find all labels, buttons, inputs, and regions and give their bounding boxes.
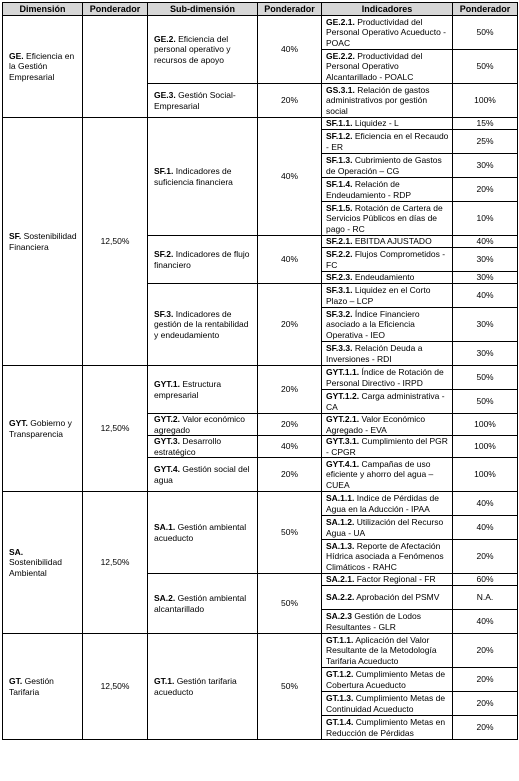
- subdimension-cell: [148, 458, 258, 492]
- indicator-code: SF.1.5.: [326, 202, 353, 213]
- indicator-name: Índice de Rotación de Personal Directivo - IRPD: [326, 367, 444, 388]
- dimension-code: SF.: [9, 231, 22, 241]
- subdimension-code: SF.2.: [154, 249, 174, 259]
- dimension-name: Sostenibilidad Financiera: [9, 231, 77, 252]
- dimension-weight: 12,50%: [83, 634, 148, 740]
- subdimension-name: Indicadores de gestión de la rentabilidad y endeudamiento: [154, 308, 249, 340]
- subdimension-name: Desarrollo estratégico: [154, 436, 222, 457]
- indicator-weight: 15%: [453, 118, 518, 130]
- dimension-cell: [3, 366, 83, 492]
- indicator-weight: 30%: [453, 342, 518, 366]
- indicator-code: SA.2.2.: [326, 592, 355, 603]
- indicator-code: SF.3.3.: [326, 343, 353, 353]
- indicator-name: Aprobación del PSMV: [356, 592, 440, 603]
- indicator-weight: 100%: [453, 84, 518, 118]
- indicator-name: Flujos Comprometidos - FC: [326, 249, 446, 270]
- indicator-code: GS.3.1.: [326, 84, 355, 95]
- subdimension-cell: [148, 574, 258, 634]
- subdimension-weight: 40%: [258, 236, 322, 284]
- indicator-code: GT.1.1.: [326, 634, 354, 645]
- indicator-name: Relación de Endeudamiento - RDP: [326, 179, 412, 200]
- indicator-cell: [322, 154, 453, 178]
- indicator-name: Relación Deuda a Inversiones - RDI: [326, 343, 423, 364]
- indicator-name: Productividad del Personal Operativo Alcantarillado - POALC: [326, 50, 423, 82]
- indicator-cell: [322, 668, 453, 692]
- indicator-cell: [322, 50, 453, 84]
- indicator-weight: 40%: [453, 236, 518, 248]
- indicator-name: Campañas de uso eficiente y ahorro del agua – CUEA: [326, 458, 434, 490]
- indicator-code: SF.3.1.: [326, 285, 353, 295]
- indicator-name: Utilización del Recurso Agua - UA: [326, 517, 444, 538]
- indicator-cell: [322, 16, 453, 50]
- indicator-weight: 20%: [453, 716, 518, 740]
- indicator-code: GT.1.3.: [326, 693, 354, 703]
- indicator-name: Indice de Pérdidas de Agua en la Aducción - IPAA: [326, 493, 439, 514]
- indicator-name: Reporte de Afectación Hídrica asociada a Fenómenos Climáticos - RAHC: [326, 540, 444, 572]
- subdimension-cell: [148, 492, 258, 574]
- header-dimension-weight: Ponderador: [83, 3, 148, 16]
- subdimension-weight: 20%: [258, 284, 322, 366]
- subdimension-cell: [148, 16, 258, 84]
- indicator-cell: [322, 308, 453, 342]
- table-row: [3, 366, 518, 390]
- indicator-code: GE.2.2.: [326, 50, 355, 61]
- dimension-weight: [83, 16, 148, 118]
- dimension-name: Gestión Tarifaria: [9, 676, 54, 697]
- indicator-cell: [322, 414, 453, 436]
- indicator-name: Cumplimiento Metas en Reducción de Pérdidas: [326, 717, 446, 738]
- indicator-cell: [322, 130, 453, 154]
- indicator-weight: 100%: [453, 458, 518, 492]
- indicator-name: Cumplimiento Metas de Cobertura Acueducto: [326, 669, 446, 690]
- subdimension-cell: [148, 436, 258, 458]
- subdimension-name: Gestión social del agua: [154, 464, 250, 485]
- indicator-weight: 40%: [453, 492, 518, 516]
- indicator-weight: 60%: [453, 574, 518, 586]
- indicator-name: Cubrimiento de Gastos de Operación – CG: [326, 155, 442, 176]
- indicator-code: SA.2.3: [326, 611, 352, 621]
- subdimension-weight: 40%: [258, 436, 322, 458]
- indicator-cell: [322, 84, 453, 118]
- subdimension-cell: [148, 414, 258, 436]
- subdimension-name: Estructura empresarial: [154, 379, 222, 400]
- indicator-name: Endeudamiento: [354, 272, 415, 283]
- indicator-code: SA.1.2.: [326, 517, 355, 527]
- indicator-code: SA.1.3.: [326, 540, 355, 551]
- subdimension-cell: [148, 236, 258, 284]
- subdimension-weight: 20%: [258, 458, 322, 492]
- subdimension-cell: [148, 118, 258, 236]
- indicator-name: Carga administrativa - CA: [326, 391, 445, 412]
- subdimension-name: Gestión ambiental alcantarillado: [154, 593, 247, 614]
- indicator-name: EBITDA AJUSTADO: [354, 236, 432, 247]
- dimension-cell: [3, 16, 83, 118]
- indicator-cell: [322, 178, 453, 202]
- indicator-cell: [322, 574, 453, 586]
- indicator-weight: 30%: [453, 272, 518, 284]
- indicator-cell: [322, 634, 453, 668]
- indicator-code: SF.1.3.: [326, 155, 353, 165]
- header-indicators: Indicadores: [322, 3, 453, 16]
- table-row: [3, 492, 518, 516]
- indicator-cell: [322, 586, 453, 610]
- header-indicator-weight: Ponderador: [453, 3, 518, 16]
- dimension-name: Sostenibilidad Ambiental: [9, 557, 62, 578]
- subdimension-code: GYT.3.: [154, 436, 180, 446]
- indicator-name: Factor Regional - FR: [356, 574, 436, 585]
- subdimension-weight: 50%: [258, 574, 322, 634]
- subdimension-cell: [148, 634, 258, 740]
- subdimension-cell: [148, 366, 258, 414]
- indicator-weight: 20%: [453, 692, 518, 716]
- indicator-weight: 10%: [453, 202, 518, 236]
- indicator-weight: 20%: [453, 178, 518, 202]
- subdimension-cell: [148, 84, 258, 118]
- subdimension-code: GT.1.: [154, 676, 175, 686]
- indicator-name: Cumplimiento Metas de Continuidad Acueducto: [326, 693, 446, 714]
- subdimension-code: GE.2.: [154, 33, 176, 44]
- subdimension-name: Gestión Social-Empresarial: [154, 90, 236, 111]
- indicator-cell: [322, 516, 453, 540]
- indicator-weight: 100%: [453, 414, 518, 436]
- header-subdimension-weight: Ponderador: [258, 3, 322, 16]
- subdimension-weight: 40%: [258, 118, 322, 236]
- indicator-code: SF.2.1.: [326, 236, 353, 247]
- indicator-code: SF.3.2.: [326, 308, 353, 319]
- subdimension-name: Gestión tarifaria acueducto: [154, 676, 237, 697]
- subdimension-name: Indicadores de flujo financiero: [154, 249, 250, 270]
- indicator-name: Relación de gastos administrativos por gestión social: [326, 84, 430, 116]
- indicator-cell: [322, 492, 453, 516]
- indicator-code: SA.1.1.: [326, 493, 355, 503]
- subdimension-weight: 20%: [258, 414, 322, 436]
- indicator-cell: [322, 610, 453, 634]
- indicator-weight: 40%: [453, 284, 518, 308]
- subdimension-code: GYT.1.: [154, 379, 180, 389]
- indicator-cell: [322, 342, 453, 366]
- subdimension-code: GYT.2.: [154, 414, 180, 424]
- dimension-cell: [3, 492, 83, 634]
- subdimension-name: Eficiencia del personal operativo y recursos de apoyo: [154, 33, 231, 65]
- subdimension-name: Valor económico agregado: [154, 414, 246, 435]
- indicator-name: Liquidez - L: [354, 118, 399, 129]
- table-header-row: [3, 3, 518, 16]
- indicator-weight: 100%: [453, 436, 518, 458]
- indicator-code: SF.1.2.: [326, 131, 353, 141]
- indicator-cell: [322, 692, 453, 716]
- indicator-cell: [322, 458, 453, 492]
- indicator-code: GT.1.2.: [326, 669, 354, 679]
- indicator-weight: 50%: [453, 50, 518, 84]
- indicator-weight: 50%: [453, 390, 518, 414]
- subdimension-code: GE.3.: [154, 90, 176, 100]
- indicator-code: GYT.1.2.: [326, 391, 360, 401]
- dimension-weight: 12,50%: [83, 366, 148, 492]
- indicator-weight: 50%: [453, 366, 518, 390]
- indicator-cell: [322, 202, 453, 236]
- indicator-cell: [322, 716, 453, 740]
- indicator-code: SF.1.1.: [326, 118, 353, 129]
- indicator-cell: [322, 284, 453, 308]
- indicator-name: Gestión de Lodos Resultantes - GLR: [326, 611, 422, 632]
- subdimension-weight: 20%: [258, 84, 322, 118]
- dimension-cell: [3, 118, 83, 366]
- subdimension-weight: 40%: [258, 16, 322, 84]
- dimension-code: SA.: [9, 546, 24, 557]
- subdimension-code: GYT.4.: [154, 464, 180, 474]
- indicator-weight: 50%: [453, 16, 518, 50]
- dimension-code: GT.: [9, 676, 23, 686]
- header-dimension: Dimensión: [3, 3, 83, 16]
- indicator-cell: [322, 366, 453, 390]
- table-row: [3, 16, 518, 50]
- indicator-cell: [322, 118, 453, 130]
- subdimension-code: SA.1.: [154, 522, 176, 532]
- dimension-code: GE.: [9, 50, 24, 61]
- table-row: [3, 634, 518, 668]
- table-body: [3, 16, 518, 740]
- header-subdimension: Sub-dimensión: [148, 3, 258, 16]
- indicator-weight: 40%: [453, 516, 518, 540]
- dimension-name: Gobierno y Transparencia: [9, 418, 72, 439]
- indicator-cell: [322, 248, 453, 272]
- dimension-name: Eficiencia en la Gestión Empresarial: [9, 50, 75, 82]
- indicator-cell: [322, 540, 453, 574]
- indicator-code: GT.1.4.: [326, 717, 354, 727]
- indicator-code: GYT.3.1.: [326, 436, 360, 446]
- indicator-code: SF.2.2.: [326, 249, 353, 259]
- indicator-code: GYT.4.1.: [326, 458, 360, 469]
- indicator-weight: 40%: [453, 610, 518, 634]
- indicator-weight: 20%: [453, 668, 518, 692]
- indicator-code: GYT.1.1.: [326, 367, 360, 377]
- indicator-weight: 30%: [453, 248, 518, 272]
- indicator-name: Aplicación del Valor Resultante de la Metodología Tarifaria Acueducto: [326, 634, 437, 666]
- indicator-name: Rotación de Cartera de Servicios Públicos en días de pago - RC: [326, 202, 443, 234]
- subdimension-name: Gestión ambiental acueducto: [154, 522, 247, 543]
- subdimension-weight: 50%: [258, 634, 322, 740]
- indicator-weight: 30%: [453, 308, 518, 342]
- indicator-name: Productividad del Personal Operativo Acueducto - POAC: [326, 16, 447, 48]
- subdimension-name: Indicadores de suficiencia financiera: [154, 166, 233, 187]
- subdimension-code: SF.1.: [154, 166, 174, 176]
- indicator-weight: 30%: [453, 154, 518, 178]
- indicator-code: GE.2.1.: [326, 16, 355, 27]
- indicator-name: Cumplimiento del PGR - CPGR: [326, 436, 448, 457]
- indicator-cell: [322, 390, 453, 414]
- indicator-name: Liquidez en el Corto Plazo – LCP: [326, 285, 431, 306]
- subdimension-code: SA.2.: [154, 593, 176, 603]
- indicator-code: SF.2.3.: [326, 272, 353, 283]
- dimension-code: GYT.: [9, 418, 28, 428]
- subdimension-weight: 20%: [258, 366, 322, 414]
- indicator-cell: [322, 436, 453, 458]
- dimension-cell: [3, 634, 83, 740]
- indicator-weight: N.A.: [453, 586, 518, 610]
- indicator-name: Índice Financiero asociado a la Eficiencia Operativa - IEO: [326, 308, 420, 340]
- indicators-table: [2, 2, 518, 740]
- indicator-weight: 25%: [453, 130, 518, 154]
- indicator-code: SF.1.4.: [326, 179, 353, 189]
- indicator-name: Valor Económico Agregado - EVA: [326, 414, 426, 435]
- subdimension-cell: [148, 284, 258, 366]
- dimension-weight: 12,50%: [83, 492, 148, 634]
- subdimension-code: SF.3.: [154, 308, 174, 319]
- indicator-cell: [322, 272, 453, 284]
- indicator-weight: 20%: [453, 540, 518, 574]
- indicator-weight: 20%: [453, 634, 518, 668]
- table-row: [3, 118, 518, 130]
- indicator-name: Eficiencia en el Recaudo - ER: [326, 131, 449, 152]
- dimension-weight: 12,50%: [83, 118, 148, 366]
- indicator-code: GYT.2.1.: [326, 414, 360, 424]
- indicator-code: SA.2.1.: [326, 574, 355, 585]
- subdimension-weight: 50%: [258, 492, 322, 574]
- indicator-cell: [322, 236, 453, 248]
